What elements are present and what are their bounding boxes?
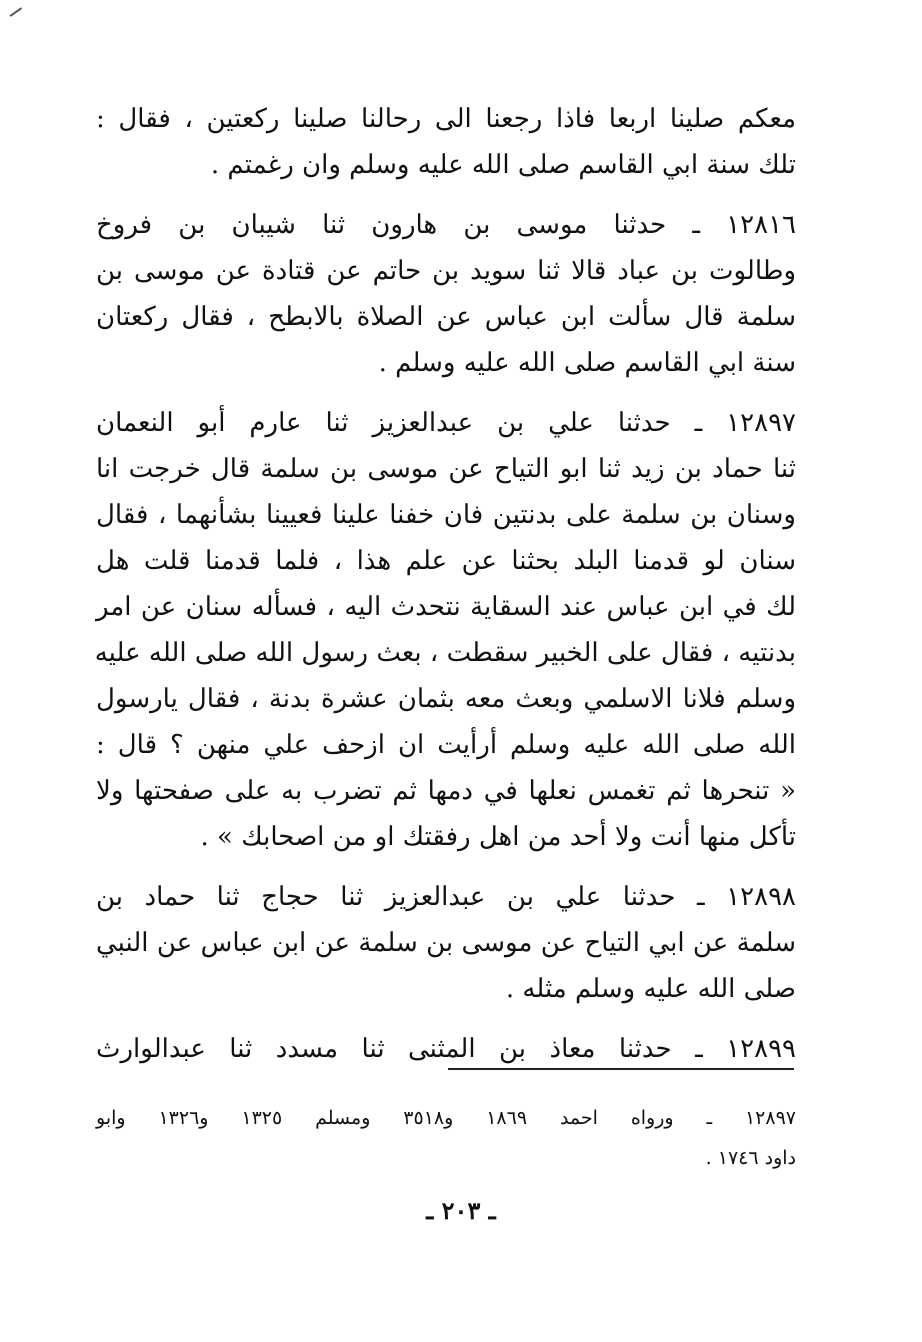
- hadith-12816: [96, 202, 796, 386]
- text-line: تأكل منها أنت ولا أحد من اهل رفقتك او من اصحابك » .: [200, 822, 796, 852]
- scan-mark: [4, 0, 22, 17]
- text-line: وسنان بن سلمة على بدنتين فان خفنا علينا فعيينا بشأنهما ، فقال: [96, 500, 796, 530]
- text-line: سنة ابي القاسم صلى الله عليه وسلم .: [378, 348, 796, 378]
- text-line: لك في ابن عباس عند السقاية نتحدث اليه ، فسأله سنان عن امر: [96, 592, 796, 622]
- text-line: سلمة قال سألت ابن عباس عن الصلاة بالابطح ، فقال ركعتان: [96, 302, 796, 332]
- text-line: « تنحرها ثم تغمس نعلها في دمها ثم تضرب به على صفحتها ولا: [96, 776, 796, 806]
- footnote-line: داود ١٧٤٦ .: [705, 1147, 796, 1169]
- footnote-line: ١٢٨٩٧ ـ ورواه احمد ١٨٦٩ و٣٥١٨ ومسلم ١٣٢٥ و١٣٢٦ وابو: [96, 1107, 796, 1129]
- text-line: معكم صلينا اربعا فاذا رجعنا الى رحالنا صلينا ركعتين ، فقال :: [96, 104, 796, 134]
- text-line: وسلم فلانا الاسلمي وبعث معه بثمان عشرة بدنة ، فقال يارسول: [96, 684, 796, 714]
- hadith-12897: [96, 400, 796, 860]
- text-line: الله صلى الله عليه وسلم أرأيت ان ازحف علي منهن ؟ قال :: [96, 730, 796, 760]
- paragraph-1: [96, 96, 796, 188]
- text-line: ١٢٨٩٩ ـ حدثنا معاذ بن المثنى ثنا مسدد ثنا عبدالوارث: [96, 1034, 796, 1064]
- footnote-divider: [448, 1068, 794, 1070]
- main-text: [96, 96, 796, 1086]
- text-line: ثنا حماد بن زيد ثنا ابو التياح عن موسى بن سلمة قال خرجت انا: [96, 454, 796, 484]
- text-line: بدنتيه ، فقال على الخبير سقطت ، بعث رسول الله صلى الله عليه: [94, 638, 796, 668]
- text-line: ١٢٨٩٨ ـ حدثنا علي بن عبدالعزيز ثنا حجاج ثنا حماد بن: [96, 882, 796, 912]
- page-number: ـ ٢٠٣ ـ: [426, 1196, 496, 1225]
- text-line: تلك سنة ابي القاسم صلى الله عليه وسلم وان رغمتم .: [210, 150, 796, 180]
- text-line: سلمة عن ابي التياح عن موسى بن سلمة عن ابن عباس عن النبي: [96, 928, 796, 958]
- hadith-12898: [96, 874, 796, 1012]
- text-line: صلى الله عليه وسلم مثله .: [505, 974, 796, 1004]
- text-line: وطالوت بن عباد قالا ثنا سويد بن حاتم عن قتادة عن موسى بن: [96, 256, 796, 286]
- text-line: سنان لو قدمنا البلد بحثنا عن علم هذا ، فلما قدمنا قلت هل: [96, 546, 796, 576]
- hadith-12899: [96, 1026, 796, 1072]
- text-line: ١٢٨١٦ ـ حدثنا موسى بن هارون ثنا شيبان بن فروخ: [96, 210, 796, 240]
- text-line: ١٢٨٩٧ ـ حدثنا علي بن عبدالعزيز ثنا عارم أبو النعمان: [96, 408, 796, 438]
- footnote: [96, 1098, 796, 1178]
